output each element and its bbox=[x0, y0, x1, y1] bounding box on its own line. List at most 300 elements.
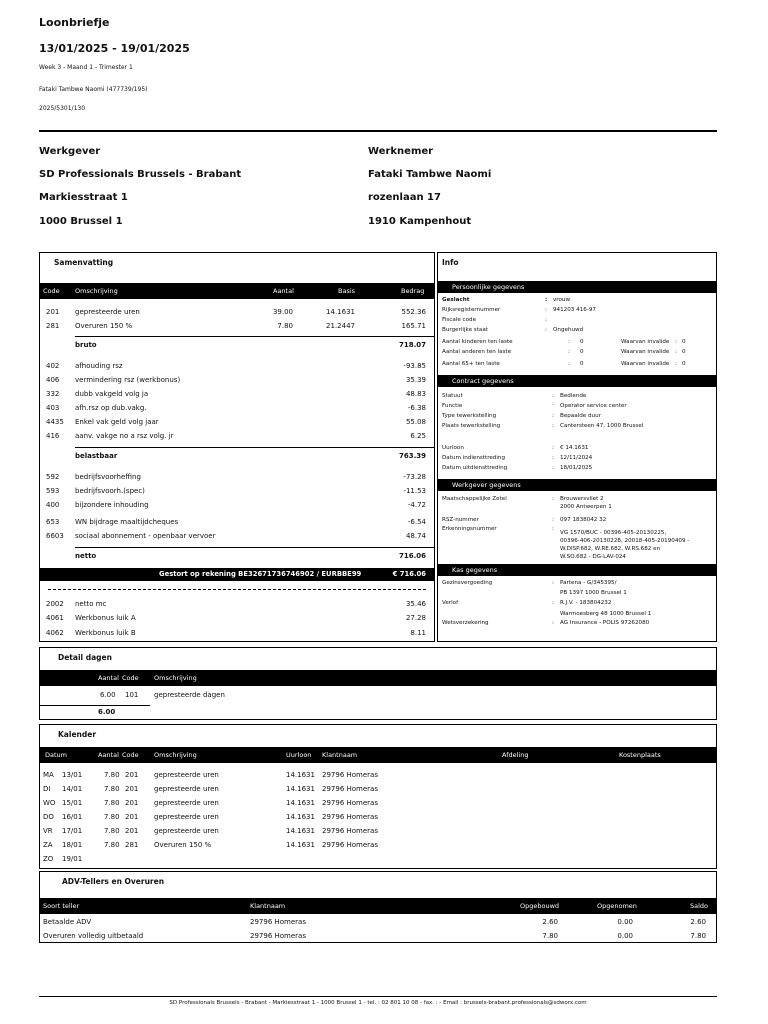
summary-row bbox=[40, 388, 434, 400]
label: Aantal kinderen ten laste bbox=[442, 339, 513, 345]
row-amount: 8.11 bbox=[410, 629, 426, 637]
kal-desc: gepresteerde uren bbox=[154, 785, 219, 793]
belastbaar-value: 763.39 bbox=[398, 452, 426, 460]
row-desc: netto mc bbox=[75, 600, 107, 608]
value: Bepaalde duur bbox=[560, 413, 601, 419]
row-code: 406 bbox=[46, 376, 60, 384]
adv-row bbox=[40, 916, 716, 928]
kal-client: 29796 Homeras bbox=[322, 813, 378, 821]
adv-col-client: Klantnaam bbox=[250, 902, 286, 910]
row-code: 332 bbox=[46, 390, 60, 398]
row-desc: bedrijfsvoorheffing bbox=[75, 473, 141, 481]
summary-col-basis: Basis bbox=[338, 287, 356, 295]
value: W.DISP.682, W.RE.682, W.RS.682 en bbox=[560, 546, 661, 552]
kalender-row bbox=[40, 797, 716, 809]
invalide-value: 0 bbox=[682, 339, 686, 345]
detail-total bbox=[40, 706, 716, 718]
info-andere bbox=[442, 347, 714, 357]
value: 2000 Antwerpen 1 bbox=[560, 504, 612, 510]
summary-col-code: Code bbox=[43, 287, 60, 295]
adv-title: ADV-Tellers en Overuren bbox=[62, 877, 165, 886]
row-amount: -6.54 bbox=[407, 518, 426, 526]
value: Warmoesberg 48 1000 Brussel 1 bbox=[560, 611, 652, 617]
summary-row bbox=[40, 627, 434, 639]
summary-row bbox=[40, 306, 434, 318]
kal-client: 29796 Homeras bbox=[322, 785, 378, 793]
kal-day: DO bbox=[43, 813, 54, 821]
adv-type: Betaalde ADV bbox=[43, 918, 92, 926]
kalender-section bbox=[39, 724, 717, 869]
netto-value: 716.06 bbox=[398, 552, 426, 560]
row-amount: -11.53 bbox=[403, 487, 426, 495]
detail-code: 101 bbox=[125, 691, 139, 699]
row-amount: -93.85 bbox=[403, 362, 426, 370]
employer-label: Werkgever bbox=[39, 146, 101, 157]
kalender-title: Kalender bbox=[58, 730, 97, 739]
kal-code: 201 bbox=[125, 799, 139, 807]
info-uitdienst bbox=[442, 463, 714, 473]
summary-row bbox=[40, 485, 434, 497]
value: Ongehuwd bbox=[553, 327, 584, 333]
sep: : bbox=[552, 393, 554, 399]
row-desc: afhouding rsz bbox=[75, 362, 123, 370]
kal-rate: 14.1631 bbox=[286, 827, 315, 835]
kal-col-cost: Kostenplaats bbox=[619, 751, 661, 759]
kal-code: 201 bbox=[125, 785, 139, 793]
adv-saldo: 7.80 bbox=[690, 932, 706, 940]
row-amount: 48.83 bbox=[405, 390, 426, 398]
summary-row bbox=[40, 430, 434, 442]
doc-period: 13/01/2025 - 19/01/2025 bbox=[39, 42, 190, 55]
adv-col-taken: Opgenomen bbox=[597, 902, 637, 910]
kal-qty: 7.80 bbox=[104, 771, 120, 779]
kal-rate: 14.1631 bbox=[286, 785, 315, 793]
kal-desc: gepresteerde uren bbox=[154, 813, 219, 821]
row-desc: Werkbonus luik A bbox=[75, 614, 136, 622]
header-divider bbox=[39, 130, 717, 132]
label: Aantal 65+ ten laste bbox=[442, 361, 500, 367]
kal-rate: 14.1631 bbox=[286, 771, 315, 779]
sep: : bbox=[552, 401, 554, 407]
adv-col-saldo: Saldo bbox=[690, 902, 709, 910]
invalide-label: Waarvan invalide bbox=[621, 349, 670, 355]
kal-col-qty: Aantal bbox=[98, 751, 119, 759]
belastbaar-label: belastbaar bbox=[75, 452, 118, 460]
row-code: 653 bbox=[46, 518, 60, 526]
row-amount: 35.46 bbox=[405, 600, 426, 608]
bruto-label: bruto bbox=[75, 341, 97, 349]
footer-divider bbox=[39, 996, 717, 997]
row-qty: 39.00 bbox=[272, 308, 293, 316]
kalender-row bbox=[40, 769, 716, 781]
dashed-divider bbox=[48, 589, 426, 590]
info-verlof bbox=[442, 598, 714, 608]
bruto-value: 718.07 bbox=[398, 341, 426, 349]
info-plus65 bbox=[442, 359, 714, 369]
detail-total-value: 6.00 bbox=[98, 708, 116, 716]
label: Verlof bbox=[442, 600, 459, 606]
info-burg bbox=[442, 325, 714, 335]
sep: : bbox=[552, 526, 554, 532]
kal-date: 14/01 bbox=[62, 785, 83, 793]
kal-day: DI bbox=[43, 785, 51, 793]
kal-day: ZA bbox=[43, 841, 53, 849]
netto-label: netto bbox=[75, 552, 97, 560]
kal-qty: 7.80 bbox=[104, 841, 120, 849]
row-amount: 27.28 bbox=[405, 614, 426, 622]
kal-date: 17/01 bbox=[62, 827, 83, 835]
label: Aantal anderen ten laste bbox=[442, 349, 512, 355]
label: Type tewerkstelling bbox=[442, 413, 497, 419]
info-fiscale bbox=[442, 315, 714, 325]
summary-row bbox=[40, 530, 434, 542]
adv-client: 29796 Homeras bbox=[250, 932, 306, 940]
value: 0 bbox=[580, 349, 584, 355]
adv-built: 2.60 bbox=[542, 918, 558, 926]
sep: : bbox=[568, 339, 570, 345]
detail-desc: gepresteerde dagen bbox=[154, 691, 225, 699]
kal-client: 29796 Homeras bbox=[322, 841, 378, 849]
summary-col-amount: Bedrag bbox=[401, 287, 425, 295]
werkgever-header bbox=[438, 479, 716, 491]
row-code: 400 bbox=[46, 501, 60, 509]
doc-title: Loonbriefje bbox=[39, 16, 110, 29]
sep: : bbox=[552, 496, 554, 502]
adv-client: 29796 Homeras bbox=[250, 918, 306, 926]
kal-client: 29796 Homeras bbox=[322, 827, 378, 835]
row-amount: 6.25 bbox=[410, 432, 426, 440]
kalender-row bbox=[40, 783, 716, 795]
row-desc: bedrijfsvoorh.(spec) bbox=[75, 487, 145, 495]
row-qty: 7.80 bbox=[277, 322, 293, 330]
row-desc: afh.rsz op dub.vakg. bbox=[75, 404, 147, 412]
label: Functie bbox=[442, 403, 463, 409]
value: 941203 416-97 bbox=[553, 307, 596, 313]
row-amount: 35.39 bbox=[405, 376, 426, 384]
label: Datum uitdiensttreding bbox=[442, 465, 508, 471]
kal-desc: gepresteerde uren bbox=[154, 771, 219, 779]
kal-day: MA bbox=[43, 771, 54, 779]
adv-built: 7.80 bbox=[542, 932, 558, 940]
sep: : bbox=[545, 307, 547, 313]
label: Geslacht bbox=[442, 297, 470, 303]
summary-row bbox=[40, 402, 434, 414]
value: 0 bbox=[580, 339, 584, 345]
row-desc: sociaal abonnement - openbaar vervoer bbox=[75, 532, 216, 540]
summary-col-desc: Omschrijving bbox=[75, 287, 118, 295]
row-amount: 165.71 bbox=[401, 322, 426, 330]
value: R.J.V. - 183804232 bbox=[560, 600, 612, 606]
kal-client: 29796 Homeras bbox=[322, 771, 378, 779]
detail-col-desc: Omschrijving bbox=[154, 674, 197, 682]
gestort-value: € 716.06 bbox=[392, 570, 426, 578]
info-gezin-2 bbox=[442, 588, 714, 598]
value: 00396-406-20130228, 20018-405-20190409 - bbox=[560, 538, 690, 544]
info-wet bbox=[442, 618, 714, 628]
kal-rate: 14.1631 bbox=[286, 813, 315, 821]
detail-col-code: Code bbox=[122, 674, 139, 682]
value: € 14.1631 bbox=[560, 445, 589, 451]
bruto-row bbox=[40, 339, 434, 351]
info-erk-4 bbox=[442, 552, 714, 562]
employee-street: rozenlaan 17 bbox=[368, 192, 441, 203]
value: Brouwersvliet 2 bbox=[560, 496, 604, 502]
sep: : bbox=[552, 620, 554, 626]
info-functie bbox=[442, 401, 714, 411]
info-uurloon bbox=[442, 443, 714, 453]
row-code: 403 bbox=[46, 404, 60, 412]
label: Datum indiensttreding bbox=[442, 455, 506, 461]
kal-col-rate: Uurloon bbox=[286, 751, 312, 759]
info-section bbox=[437, 252, 717, 642]
kal-date: 18/01 bbox=[62, 841, 83, 849]
kal-client: 29796 Homeras bbox=[322, 799, 378, 807]
gestort-label: Gestort op rekening BE32671736746902 / EURBBE99 bbox=[159, 570, 362, 578]
info-geslacht bbox=[442, 295, 714, 305]
doc-ref-code: 2025/5301/130 bbox=[39, 105, 86, 112]
row-code: 2002 bbox=[46, 600, 64, 608]
info-indienst bbox=[442, 453, 714, 463]
row-desc: Enkel vak geld volg jaar bbox=[75, 418, 159, 426]
label: Wetsverzekering bbox=[442, 620, 489, 626]
kal-col-desc: Omschrijving bbox=[154, 751, 197, 759]
adv-saldo: 2.60 bbox=[690, 918, 706, 926]
row-desc: vermindering rsz (werkbonus) bbox=[75, 376, 181, 384]
info-rijks bbox=[442, 305, 714, 315]
kas-title: Kas gegevens bbox=[452, 566, 498, 574]
kalender-row bbox=[40, 811, 716, 823]
value: W.SO.682 - DG-LAV-024 bbox=[560, 554, 626, 560]
employer-city: 1000 Brussel 1 bbox=[39, 216, 123, 227]
kal-day: VR bbox=[43, 827, 53, 835]
sep: : bbox=[552, 445, 554, 451]
value: Partena - G/345395/ bbox=[560, 580, 617, 586]
info-gezin bbox=[442, 578, 714, 588]
kalender-header-row bbox=[40, 747, 716, 763]
label: Uurloon bbox=[442, 445, 464, 451]
sep: : bbox=[552, 455, 554, 461]
adv-taken: 0.00 bbox=[617, 932, 633, 940]
row-desc: gepresteerde uren bbox=[75, 308, 140, 316]
kal-qty: 7.80 bbox=[104, 813, 120, 821]
row-code: 4061 bbox=[46, 614, 64, 622]
kal-code: 201 bbox=[125, 813, 139, 821]
gestort-bar bbox=[40, 568, 434, 581]
info-statuut bbox=[442, 391, 714, 401]
invalide-label: Waarvan invalide bbox=[621, 361, 670, 367]
row-desc: aanv. vakge no a rsz volg. jr bbox=[75, 432, 174, 440]
employer-name: SD Professionals Brussels - Brabant bbox=[39, 169, 242, 180]
info-title: Info bbox=[442, 258, 459, 267]
adv-row bbox=[40, 930, 716, 942]
doc-week-info: Week 3 - Maand 1 - Trimester 1 bbox=[39, 64, 133, 71]
info-type bbox=[442, 411, 714, 421]
invalide-label: Waarvan invalide bbox=[621, 339, 670, 345]
kal-rate: 14.1631 bbox=[286, 799, 315, 807]
summary-row bbox=[40, 612, 434, 624]
kal-code: 201 bbox=[125, 771, 139, 779]
belastbaar-row bbox=[40, 450, 434, 462]
info-plaats bbox=[442, 421, 714, 431]
sep: : bbox=[568, 361, 570, 367]
kal-col-date: Datum bbox=[45, 751, 67, 759]
row-code: 4435 bbox=[46, 418, 64, 426]
summary-row bbox=[40, 598, 434, 610]
kal-day: ZO bbox=[43, 855, 54, 863]
personal-header bbox=[438, 281, 716, 293]
netto-row bbox=[40, 550, 434, 562]
summary-row bbox=[40, 320, 434, 332]
value: Operator service center bbox=[560, 403, 627, 409]
sep: : bbox=[545, 327, 547, 333]
row-code: 6603 bbox=[46, 532, 64, 540]
value: 12/11/2024 bbox=[560, 455, 593, 461]
info-zetel-2 bbox=[442, 502, 714, 512]
footer-text: SD Professionals Brussels - Brabant - Markiesstraat 1 - 1000 Brussel 1 - tel. : 02 801 10 08 - fax. : - Email : brussels-brabant.professionals@sdworx.com bbox=[169, 1000, 587, 1006]
kal-qty: 7.80 bbox=[104, 799, 120, 807]
adv-taken: 0.00 bbox=[617, 918, 633, 926]
contract-title: Contract gegevens bbox=[452, 377, 514, 385]
kal-date: 13/01 bbox=[62, 771, 83, 779]
adv-col-type: Soort teller bbox=[43, 902, 80, 910]
kal-desc: Overuren 150 % bbox=[154, 841, 212, 849]
info-kinderen bbox=[442, 337, 714, 347]
label: Erkenningsnummer bbox=[442, 526, 497, 532]
sep: : bbox=[545, 297, 548, 303]
sep: : bbox=[552, 413, 554, 419]
kal-rate: 14.1631 bbox=[286, 841, 315, 849]
label: Fiscale code bbox=[442, 317, 477, 323]
row-amount: 48.74 bbox=[405, 532, 426, 540]
row-amount: -4.72 bbox=[407, 501, 426, 509]
kal-code: 281 bbox=[125, 841, 139, 849]
kal-code: 201 bbox=[125, 827, 139, 835]
value: VG 1570/BUC - 00396-405-20130225, bbox=[560, 530, 667, 536]
summary-row bbox=[40, 499, 434, 511]
kal-date: 15/01 bbox=[62, 799, 83, 807]
detail-row bbox=[40, 689, 716, 701]
kal-col-client: Klantnaam bbox=[322, 751, 358, 759]
row-desc: Overuren 150 % bbox=[75, 322, 133, 330]
summary-row bbox=[40, 516, 434, 528]
detail-qty: 6.00 bbox=[100, 691, 116, 699]
kal-qty: 7.80 bbox=[104, 827, 120, 835]
employer-street: Markiesstraat 1 bbox=[39, 192, 128, 203]
value: vrouw bbox=[553, 297, 571, 303]
label: Statuut bbox=[442, 393, 463, 399]
doc-person-ref: Fataki Tambwe Naomi (477739/195) bbox=[39, 86, 148, 93]
row-code: 402 bbox=[46, 362, 60, 370]
row-amount: -73.28 bbox=[403, 473, 426, 481]
label: RSZ-nummer bbox=[442, 517, 479, 523]
row-code: 4062 bbox=[46, 629, 64, 637]
value: Bediende bbox=[560, 393, 587, 399]
sep: : bbox=[675, 361, 677, 367]
kal-date: 16/01 bbox=[62, 813, 83, 821]
sep: : bbox=[675, 339, 677, 345]
label: Gezinsvergoeding bbox=[442, 580, 493, 586]
detail-header-row bbox=[40, 670, 716, 686]
bruto-rule bbox=[75, 336, 434, 337]
row-desc: Werkbonus luik B bbox=[75, 629, 136, 637]
row-code: 593 bbox=[46, 487, 60, 495]
label: Plaats tewerkstelling bbox=[442, 423, 501, 429]
sep: : bbox=[568, 349, 570, 355]
label: Maatschappelijke Zetel bbox=[442, 496, 507, 502]
kal-qty: 7.80 bbox=[104, 785, 120, 793]
row-code: 201 bbox=[46, 308, 60, 316]
employee-name: Fataki Tambwe Naomi bbox=[368, 169, 492, 180]
row-code: 416 bbox=[46, 432, 60, 440]
label: Rijksregisternummer bbox=[442, 307, 501, 313]
adv-col-built: Opgebouwd bbox=[520, 902, 560, 910]
invalide-value: 0 bbox=[682, 349, 686, 355]
summary-row bbox=[40, 471, 434, 483]
row-desc: bijzondere inhouding bbox=[75, 501, 149, 509]
adv-type: Overuren volledig uitbetaald bbox=[43, 932, 144, 940]
row-amount: 55.08 bbox=[405, 418, 426, 426]
summary-section bbox=[39, 252, 435, 642]
kalender-row bbox=[40, 839, 716, 851]
detail-title: Detail dagen bbox=[58, 653, 112, 662]
row-code: 281 bbox=[46, 322, 60, 330]
row-desc: WN bijdrage maaltijdcheques bbox=[75, 518, 179, 526]
summary-row bbox=[40, 374, 434, 386]
kal-col-dept: Afdeling bbox=[502, 751, 529, 759]
werkgever-title: Werkgever gegevens bbox=[452, 481, 521, 489]
adv-section bbox=[39, 871, 717, 943]
sep: : bbox=[552, 423, 554, 429]
sep: : bbox=[552, 580, 554, 586]
value: 0 bbox=[580, 361, 584, 367]
kas-header bbox=[438, 564, 716, 576]
netto-rule bbox=[75, 547, 434, 548]
summary-header-row bbox=[40, 283, 434, 299]
contract-header bbox=[438, 375, 716, 387]
value: 18/01/2025 bbox=[560, 465, 593, 471]
value: AG Insurance - POLIS 97262080 bbox=[560, 620, 650, 626]
detail-col-qty: Aantal bbox=[98, 674, 119, 682]
kal-desc: gepresteerde uren bbox=[154, 799, 219, 807]
value: PB 1397 1000 Brussel 1 bbox=[560, 590, 627, 596]
summary-col-qty: Aantal bbox=[273, 287, 294, 295]
sep: : bbox=[545, 317, 547, 323]
kal-desc: gepresteerde uren bbox=[154, 827, 219, 835]
value: 097 1838042 32 bbox=[560, 517, 607, 523]
summary-row bbox=[40, 360, 434, 372]
row-amount: -6.38 bbox=[407, 404, 426, 412]
kal-day: WO bbox=[43, 799, 56, 807]
sep: : bbox=[552, 600, 554, 606]
sep: : bbox=[675, 349, 677, 355]
sep: : bbox=[552, 465, 554, 471]
label: Burgerlijke staat bbox=[442, 327, 488, 333]
value: Cantersteen 47, 1000 Brussel bbox=[560, 423, 644, 429]
invalide-value: 0 bbox=[682, 361, 686, 367]
row-basis: 21.2447 bbox=[326, 322, 355, 330]
detail-section bbox=[39, 647, 717, 720]
row-desc: dubb vakgeld volg ja bbox=[75, 390, 149, 398]
row-basis: 14.1631 bbox=[326, 308, 355, 316]
belastbaar-rule bbox=[75, 447, 434, 448]
summary-title: Samenvatting bbox=[54, 258, 114, 267]
adv-header-row bbox=[40, 898, 716, 914]
kal-date: 19/01 bbox=[62, 855, 83, 863]
employee-label: Werknemer bbox=[368, 146, 434, 157]
summary-row bbox=[40, 416, 434, 428]
employee-city: 1910 Kampenhout bbox=[368, 216, 472, 227]
row-amount: 552.36 bbox=[401, 308, 426, 316]
